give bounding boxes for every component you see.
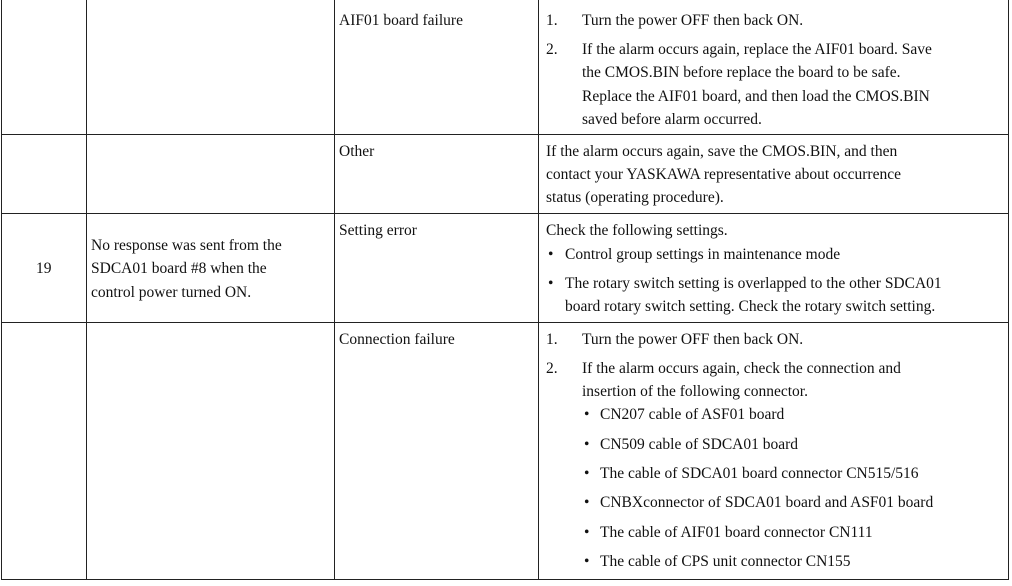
row-divider bbox=[1, 134, 1009, 135]
step-text: saved before alarm occurred. bbox=[582, 111, 762, 128]
bullet-text: board rotary switch setting. Check the rotary switch setting. bbox=[565, 298, 936, 315]
step-text: insertion of the following connector. bbox=[582, 383, 808, 400]
bullet-icon: • bbox=[548, 275, 554, 292]
step-text: Turn the power OFF then back ON. bbox=[582, 331, 804, 348]
connector-item: CN509 cable of SDCA01 board bbox=[600, 436, 799, 453]
step-text: Replace the AIF01 board, and then load the CMOS.BIN bbox=[582, 88, 930, 105]
cause-text: Connection failure bbox=[339, 331, 455, 348]
alarm-number: 19 bbox=[36, 260, 52, 277]
step-number: 2. bbox=[546, 41, 558, 58]
step-text: If the alarm occurs again, check the connection and bbox=[582, 360, 901, 377]
bullet-icon: • bbox=[584, 553, 590, 570]
remedy-text: status (operating procedure). bbox=[546, 189, 724, 206]
remedy-intro: Check the following settings. bbox=[546, 222, 728, 239]
bullet-text: The rotary switch setting is overlapped to the other SDCA01 bbox=[565, 275, 942, 292]
step-number: 2. bbox=[546, 360, 558, 377]
bullet-icon: • bbox=[584, 494, 590, 511]
connector-item: CNBXconnector of SDCA01 board and ASF01 board bbox=[600, 494, 934, 511]
connector-item: The cable of SDCA01 board connector CN515/516 bbox=[600, 465, 919, 482]
bullet-icon: • bbox=[584, 524, 590, 541]
bullet-icon: • bbox=[584, 406, 590, 423]
bullet-text: Control group settings in maintenance mode bbox=[565, 246, 841, 263]
remedy-text: If the alarm occurs again, save the CMOS.BIN, and then bbox=[546, 143, 898, 160]
connector-item: The cable of CPS unit connector CN155 bbox=[600, 553, 851, 570]
step-number: 1. bbox=[546, 331, 558, 348]
step-text: the CMOS.BIN before replace the board to be safe. bbox=[582, 64, 901, 81]
bullet-icon: • bbox=[584, 465, 590, 482]
row-divider bbox=[1, 322, 1009, 323]
cause-text: AIF01 board failure bbox=[339, 12, 463, 29]
connector-item: CN207 cable of ASF01 board bbox=[600, 406, 785, 423]
connector-item: The cable of AIF01 board connector CN111 bbox=[600, 524, 873, 541]
description-text: No response was sent from the bbox=[91, 237, 282, 254]
step-text: If the alarm occurs again, replace the AIF01 board. Save bbox=[582, 41, 932, 58]
description-text: control power turned ON. bbox=[91, 284, 252, 301]
cause-text: Setting error bbox=[339, 222, 417, 239]
column-divider bbox=[334, 0, 335, 580]
remedy-text: contact your YASKAWA representative about occurrence bbox=[546, 166, 901, 183]
row-divider bbox=[1, 213, 1009, 214]
table-left-border bbox=[1, 0, 2, 580]
step-number: 1. bbox=[546, 12, 558, 29]
table-bottom-border bbox=[1, 579, 1009, 580]
column-divider bbox=[86, 0, 87, 580]
table-right-border bbox=[1008, 0, 1009, 580]
step-text: Turn the power OFF then back ON. bbox=[582, 12, 804, 29]
bullet-icon: • bbox=[584, 436, 590, 453]
description-text: SDCA01 board #8 when the bbox=[91, 260, 267, 277]
cause-text: Other bbox=[339, 143, 375, 160]
bullet-icon: • bbox=[548, 246, 554, 263]
column-divider bbox=[538, 0, 539, 580]
